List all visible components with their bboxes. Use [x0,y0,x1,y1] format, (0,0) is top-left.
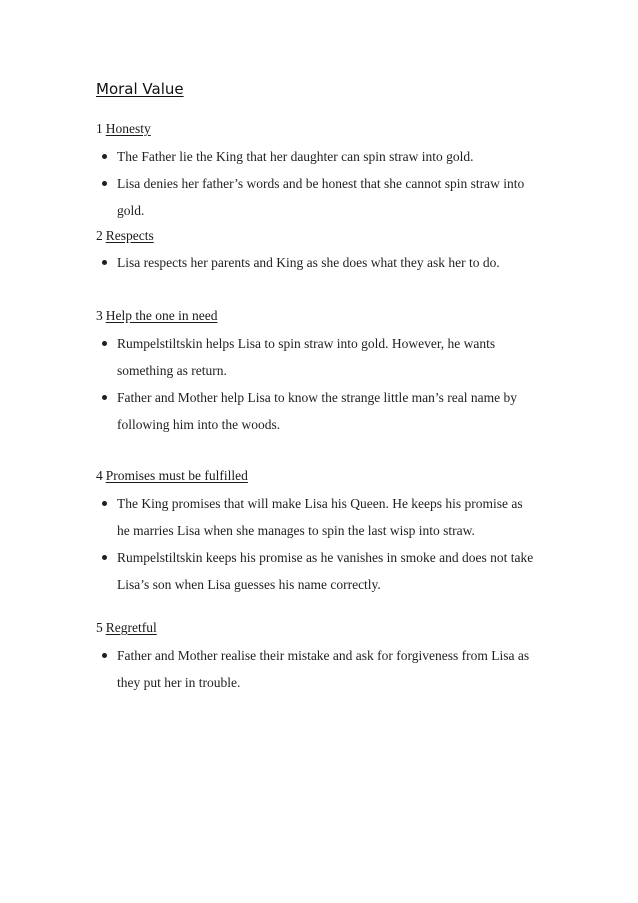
list-item-text: Lisa denies her father’s words and be honest that she cannot spin straw into gold. [117,176,525,218]
list-item [96,170,536,224]
bullet-icon [102,181,107,186]
section-heading [96,307,536,325]
bullet-icon [102,501,107,506]
list-item [96,143,536,170]
bullet-list [96,642,536,696]
bullet-icon [102,154,107,159]
section-promises-must-be-fulfilled [96,467,536,598]
list-item-text: Rumpelstiltskin keeps his promise as he vanishes in smoke and does not take Lisa’s son when Lisa guesses his name correctly. [117,550,534,592]
list-item-text: Lisa respects her parents and King as she does what they ask her to do. [117,255,500,270]
bullet-list [96,143,536,224]
bullet-list [96,490,536,598]
list-item-text: Father and Mother realise their mistake and ask for forgiveness from Lisa as they put her in trouble. [117,648,530,690]
list-item-text: The King promises that will make Lisa his Queen. He keeps his promise as he marries Lisa when she manages to spin the last wisp into straw. [117,496,523,538]
section-title: Promises must be fulfilled [105,468,248,483]
section-heading [96,120,536,138]
section-respects [96,227,536,276]
bullet-list [96,249,536,276]
section-title: Respects [105,228,154,243]
list-item-text: Rumpelstiltskin helps Lisa to spin straw into gold. However, he wants something as return. [117,336,496,378]
list-item [96,384,536,438]
list-item-text: The Father lie the King that her daughter can spin straw into gold. [117,149,474,164]
list-item [96,544,536,598]
section-number: 5 [96,620,103,635]
section-heading [96,227,536,245]
bullet-icon [102,395,107,400]
section-regretful [96,619,536,696]
section-title: Regretful [105,620,157,635]
section-number: 1 [96,121,103,136]
section-heading [96,619,536,637]
section-number: 3 [96,308,103,323]
section-number: 4 [96,468,103,483]
page-title: Moral Value [96,80,184,98]
bullet-list [96,330,536,438]
section-heading [96,467,536,485]
bullet-icon [102,341,107,346]
list-item [96,490,536,544]
section-honesty [96,120,536,224]
list-item [96,249,536,276]
bullet-icon [102,653,107,658]
section-help-the-one-in-need [96,307,536,438]
section-title: Honesty [105,121,151,136]
section-number: 2 [96,228,103,243]
list-item [96,330,536,384]
bullet-icon [102,555,107,560]
bullet-icon [102,260,107,265]
list-item-text: Father and Mother help Lisa to know the strange little man’s real name by following him into the woods. [117,390,518,432]
section-title: Help the one in need [105,308,218,323]
list-item [96,642,536,696]
